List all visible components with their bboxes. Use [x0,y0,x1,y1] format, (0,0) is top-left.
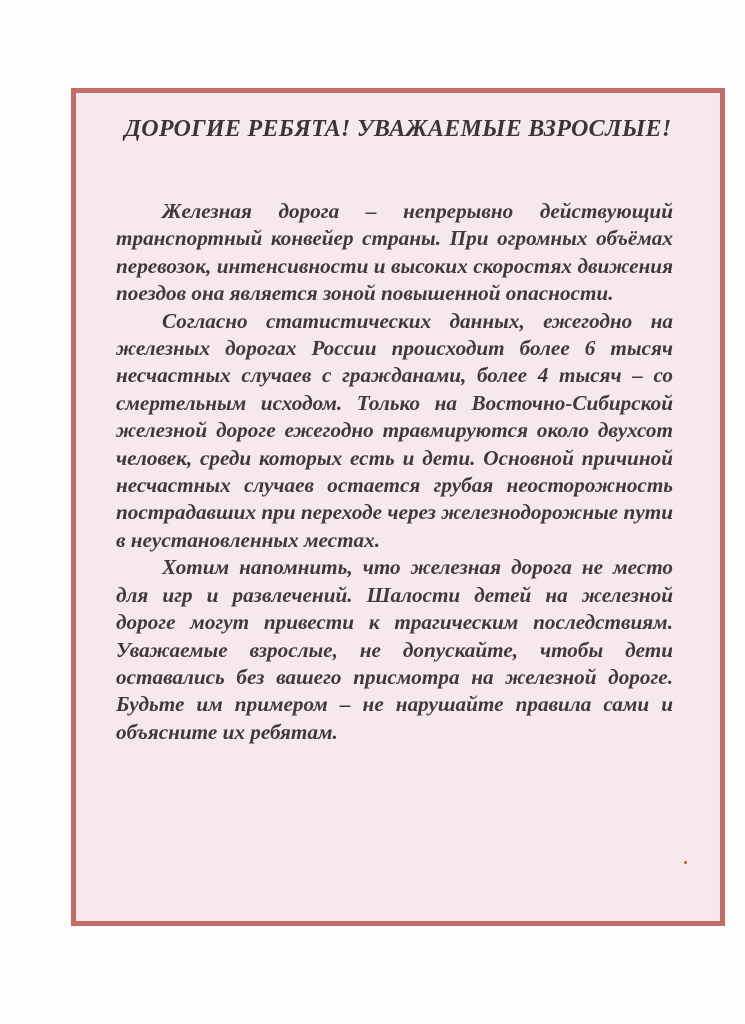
paragraph-appeal: Хотим напомнить, что железная дорога не место для игр и развлечений. Шалости детей на железной дороге могут привести к трагическим последствиям. Уважаемые взрослые, не допускайте, чтобы дети оставались без вашего присмотра на железной дороге. Будьте им примером – не нарушайте правила сами и объясните их ребятам. [116,555,673,744]
paragraph-railway-danger: Железная дорога – непрерывно действующий транспортный конвейер страны. При огромных объёмах перевозок, интенсивности и высоких скоростях движения поездов она является зоной повышенной опасности. [116,199,673,306]
notice-frame [71,88,725,926]
notice-title: ДОРОГИЕ РЕБЯТА! УВАЖАЕМЫЕ ВЗРОСЛЫЕ! [124,116,672,142]
notice-body [116,198,673,746]
paragraph-statistics: Согласно статистических данных, ежегодно на железных дорогах России происходит более 6 тысяч несчастных случаев с гражданами, более 4 тысяч – со смертельным исходом. Только на Восточно-Сибирской железной дороге ежегодно травмируются около двухсот человек, среди которых есть и дети. Основной причиной несчастных случаев остается грубая неосторожность пострадавших при переходе через железнодорожные пути в неустановленных местах. [116,308,673,552]
scan-speck [684,861,687,864]
